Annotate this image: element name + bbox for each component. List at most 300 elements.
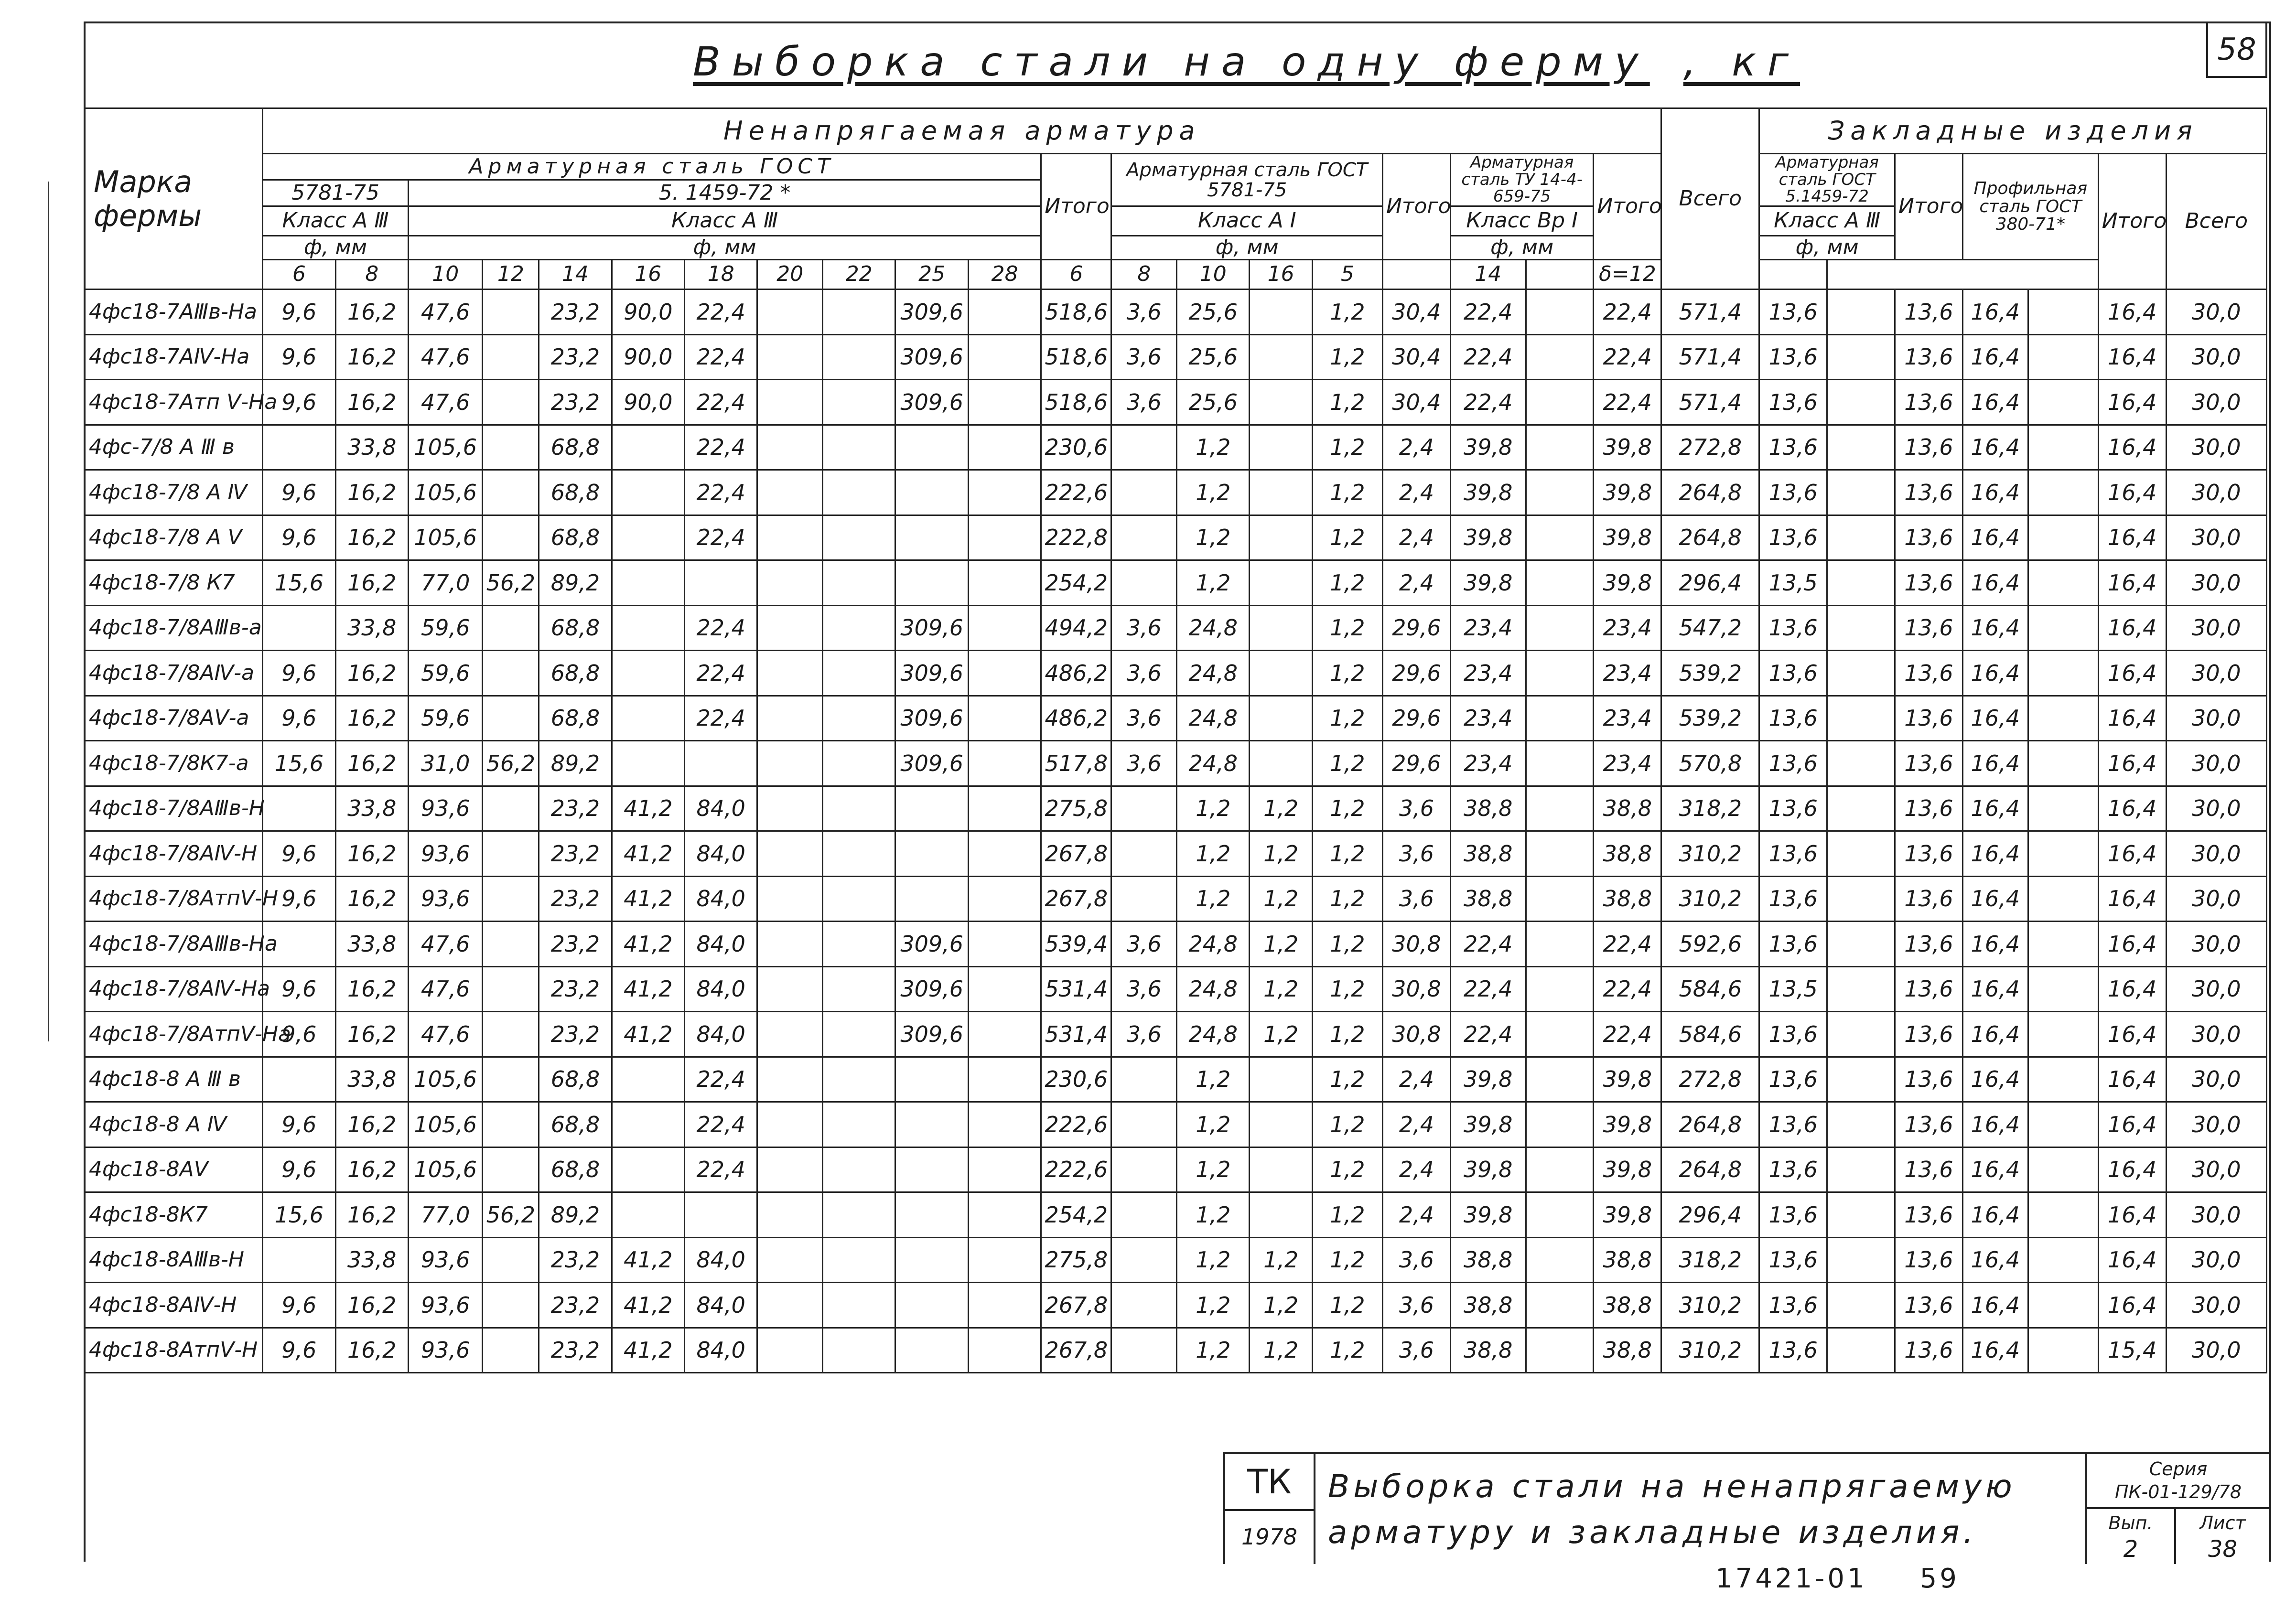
- value-cell: 30,8: [1382, 922, 1450, 967]
- value-cell: 230,6: [1041, 425, 1111, 470]
- truss-mark: 4фс18-8 А Ⅲ в: [85, 1057, 263, 1102]
- value-cell: 13,6: [1895, 876, 1963, 922]
- gost-a3-header: Арматурная сталь ГОСТ: [263, 154, 1041, 180]
- value-cell: 13,6: [1895, 966, 1963, 1012]
- value-cell: [2028, 922, 2098, 967]
- value-cell: [757, 1192, 823, 1238]
- value-cell: 9,6: [263, 1012, 335, 1057]
- table-row: [85, 1012, 2267, 1057]
- diameter-bp1-empty: [1382, 260, 1450, 289]
- value-cell: 30,0: [2166, 1328, 2266, 1373]
- value-cell: 3,6: [1111, 605, 1177, 651]
- gost-5-1459-header: 5. 1459-72 *: [408, 180, 1041, 206]
- value-cell: 3,6: [1382, 1237, 1450, 1283]
- value-cell: 1,2: [1312, 1237, 1382, 1283]
- value-cell: [968, 1192, 1041, 1238]
- value-cell: 1,2: [1177, 1102, 1250, 1147]
- value-cell: 9,6: [263, 1102, 335, 1147]
- value-cell: [1827, 741, 1895, 786]
- value-cell: 22,4: [1594, 289, 1661, 335]
- value-cell: [1111, 1237, 1177, 1283]
- value-cell: 531,4: [1041, 1012, 1111, 1057]
- value-cell: 30,0: [2166, 1192, 2266, 1238]
- value-cell: 13,6: [1895, 831, 1963, 877]
- value-cell: 39,8: [1450, 470, 1526, 515]
- value-cell: 486,2: [1041, 696, 1111, 741]
- value-cell: 2,4: [1382, 1102, 1450, 1147]
- value-cell: [1526, 876, 1594, 922]
- value-cell: 16,4: [2098, 470, 2166, 515]
- value-cell: 23,2: [539, 1012, 612, 1057]
- value-cell: 1,2: [1312, 741, 1382, 786]
- value-cell: 547,2: [1661, 605, 1759, 651]
- value-cell: 16,4: [2098, 1012, 2166, 1057]
- value-cell: 1,2: [1312, 876, 1382, 922]
- profile-header: Профильная сталь ГОСТ 380-71*: [1962, 154, 2098, 260]
- truss-mark: 4фс18-7АⅣ-На: [85, 334, 263, 380]
- value-cell: [823, 1192, 895, 1238]
- value-cell: [612, 605, 684, 651]
- value-cell: 38,8: [1594, 1237, 1661, 1283]
- value-cell: 39,8: [1594, 1192, 1661, 1238]
- value-cell: [612, 1057, 684, 1102]
- value-cell: 24,8: [1177, 651, 1250, 696]
- value-cell: [1827, 651, 1895, 696]
- value-cell: 23,4: [1594, 741, 1661, 786]
- value-cell: [483, 605, 539, 651]
- value-cell: [483, 922, 539, 967]
- value-cell: 309,6: [895, 741, 968, 786]
- value-cell: [757, 1328, 823, 1373]
- value-cell: 16,4: [2098, 696, 2166, 741]
- value-cell: [895, 515, 968, 560]
- tu-header: Арматурная сталь ТУ 14-4-659-75: [1450, 154, 1594, 206]
- value-cell: [483, 786, 539, 831]
- value-cell: 30,0: [2166, 515, 2266, 560]
- value-cell: 13,6: [1759, 922, 1827, 967]
- value-cell: 1,2: [1250, 876, 1312, 922]
- diameter-14: 14: [539, 260, 612, 289]
- value-cell: [1827, 876, 1895, 922]
- value-cell: 13,6: [1895, 1192, 1963, 1238]
- value-cell: 89,2: [539, 741, 612, 786]
- value-cell: [823, 1237, 895, 1283]
- value-cell: 84,0: [685, 922, 757, 967]
- vsego-header: Всего: [1661, 108, 1759, 289]
- value-cell: 30,0: [2166, 696, 2266, 741]
- value-cell: 16,4: [2098, 334, 2166, 380]
- value-cell: [1250, 425, 1312, 470]
- value-cell: [2028, 651, 2098, 696]
- value-cell: [895, 876, 968, 922]
- value-cell: [1111, 1147, 1177, 1192]
- series-cell: [2085, 1454, 2269, 1509]
- value-cell: [757, 1102, 823, 1147]
- value-cell: 30,4: [1382, 380, 1450, 425]
- value-cell: 254,2: [1041, 560, 1111, 606]
- value-cell: 30,0: [2166, 651, 2266, 696]
- value-cell: 16,4: [1962, 922, 2028, 967]
- value-cell: 30,0: [2166, 741, 2266, 786]
- value-cell: 68,8: [539, 1057, 612, 1102]
- value-cell: [1111, 876, 1177, 922]
- value-cell: 3,6: [1111, 696, 1177, 741]
- vsego-header-2: Всего: [2166, 154, 2266, 289]
- value-cell: 222,6: [1041, 1102, 1111, 1147]
- value-cell: [1827, 696, 1895, 741]
- value-cell: [483, 470, 539, 515]
- value-cell: [1111, 786, 1177, 831]
- value-cell: 84,0: [685, 831, 757, 877]
- value-cell: [2028, 560, 2098, 606]
- value-cell: [1827, 470, 1895, 515]
- value-cell: 30,0: [2166, 966, 2266, 1012]
- value-cell: 13,6: [1895, 1283, 1963, 1328]
- value-cell: 9,6: [263, 289, 335, 335]
- value-cell: [1250, 515, 1312, 560]
- value-cell: [1526, 831, 1594, 877]
- phi-header-2: ф, мм: [408, 236, 1041, 260]
- value-cell: 30,0: [2166, 1147, 2266, 1192]
- value-cell: [263, 1237, 335, 1283]
- value-cell: 22,4: [1450, 966, 1526, 1012]
- footer: [1715, 1563, 2012, 1594]
- value-cell: 222,6: [1041, 470, 1111, 515]
- value-cell: 68,8: [539, 1147, 612, 1192]
- value-cell: 310,2: [1661, 876, 1759, 922]
- value-cell: 23,4: [1594, 605, 1661, 651]
- value-cell: 30,0: [2166, 786, 2266, 831]
- value-cell: 93,6: [408, 1283, 483, 1328]
- value-cell: 1,2: [1250, 831, 1312, 877]
- value-cell: 3,6: [1111, 1012, 1177, 1057]
- value-cell: [823, 334, 895, 380]
- value-cell: 16,2: [335, 560, 408, 606]
- value-cell: [1827, 380, 1895, 425]
- value-cell: [612, 741, 684, 786]
- value-cell: 309,6: [895, 334, 968, 380]
- emb-steel-header: Арматурная сталь ГОСТ 5.1459-72: [1759, 154, 1895, 206]
- value-cell: [757, 515, 823, 560]
- value-cell: [1250, 605, 1312, 651]
- value-cell: 3,6: [1382, 786, 1450, 831]
- value-cell: 13,6: [1895, 1147, 1963, 1192]
- value-cell: 296,4: [1661, 560, 1759, 606]
- value-cell: [895, 1057, 968, 1102]
- value-cell: 16,2: [335, 1102, 408, 1147]
- value-cell: 318,2: [1661, 786, 1759, 831]
- value-cell: [1526, 741, 1594, 786]
- value-cell: 30,0: [2166, 425, 2266, 470]
- table-body: [85, 289, 2267, 1373]
- value-cell: 1,2: [1250, 1328, 1312, 1373]
- value-cell: 33,8: [335, 605, 408, 651]
- diameter-a1-8: 8: [1111, 260, 1177, 289]
- value-cell: 38,8: [1450, 1328, 1526, 1373]
- value-cell: 16,2: [335, 831, 408, 877]
- value-cell: 9,6: [263, 1328, 335, 1373]
- value-cell: [612, 696, 684, 741]
- diameter-25: 25: [895, 260, 968, 289]
- value-cell: 29,6: [1382, 651, 1450, 696]
- value-cell: 9,6: [263, 380, 335, 425]
- diameter-a1-10: 10: [1177, 260, 1250, 289]
- value-cell: 16,4: [2098, 605, 2166, 651]
- value-cell: [757, 651, 823, 696]
- value-cell: 13,6: [1759, 470, 1827, 515]
- value-cell: [757, 1147, 823, 1192]
- value-cell: 1,2: [1312, 651, 1382, 696]
- value-cell: 23,2: [539, 380, 612, 425]
- value-cell: [685, 560, 757, 606]
- value-cell: [823, 1328, 895, 1373]
- value-cell: 16,4: [1962, 1057, 2028, 1102]
- delta-empty: [1759, 260, 1827, 289]
- value-cell: 23,4: [1594, 651, 1661, 696]
- value-cell: [1526, 651, 1594, 696]
- value-cell: 264,8: [1661, 515, 1759, 560]
- value-cell: 30,0: [2166, 922, 2266, 967]
- value-cell: 47,6: [408, 380, 483, 425]
- value-cell: 13,6: [1759, 1102, 1827, 1147]
- value-cell: [2028, 334, 2098, 380]
- value-cell: 16,4: [1962, 334, 2028, 380]
- value-cell: 33,8: [335, 425, 408, 470]
- table-row: [85, 696, 2267, 741]
- value-cell: [757, 380, 823, 425]
- value-cell: [2028, 831, 2098, 877]
- value-cell: 41,2: [612, 1283, 684, 1328]
- value-cell: 13,6: [1895, 1102, 1963, 1147]
- value-cell: 15,6: [263, 560, 335, 606]
- value-cell: [895, 1147, 968, 1192]
- value-cell: 24,8: [1177, 922, 1250, 967]
- value-cell: [823, 922, 895, 967]
- value-cell: 22,4: [685, 380, 757, 425]
- value-cell: 1,2: [1312, 560, 1382, 606]
- value-cell: 47,6: [408, 1012, 483, 1057]
- value-cell: [823, 515, 895, 560]
- value-cell: [1111, 515, 1177, 560]
- value-cell: [895, 470, 968, 515]
- value-cell: [823, 786, 895, 831]
- value-cell: 39,8: [1450, 1057, 1526, 1102]
- value-cell: 13,6: [1759, 831, 1827, 877]
- value-cell: 39,8: [1594, 1102, 1661, 1147]
- value-cell: 16,4: [1962, 1147, 2028, 1192]
- value-cell: 16,4: [1962, 560, 2028, 606]
- value-cell: 1,2: [1312, 605, 1382, 651]
- value-cell: [612, 560, 684, 606]
- value-cell: 22,4: [685, 1102, 757, 1147]
- value-cell: 38,8: [1450, 831, 1526, 877]
- value-cell: 3,6: [1111, 289, 1177, 335]
- diameter-8: 8: [335, 260, 408, 289]
- value-cell: 38,8: [1594, 831, 1661, 877]
- value-cell: 16,4: [1962, 515, 2028, 560]
- diameter-18: 18: [685, 260, 757, 289]
- tk-cell: ТК: [1225, 1454, 1315, 1511]
- value-cell: 22,4: [1450, 380, 1526, 425]
- value-cell: [823, 741, 895, 786]
- value-cell: [1526, 334, 1594, 380]
- value-cell: 9,6: [263, 515, 335, 560]
- sheet-cell: [2176, 1509, 2269, 1564]
- value-cell: [483, 380, 539, 425]
- value-cell: 16,4: [1962, 1192, 2028, 1238]
- value-cell: 13,6: [1759, 334, 1827, 380]
- value-cell: [968, 289, 1041, 335]
- value-cell: 16,4: [2098, 560, 2166, 606]
- value-cell: [895, 786, 968, 831]
- value-cell: [483, 1283, 539, 1328]
- value-cell: 39,8: [1594, 470, 1661, 515]
- value-cell: [1111, 1057, 1177, 1102]
- value-cell: 486,2: [1041, 651, 1111, 696]
- value-cell: 13,6: [1895, 1237, 1963, 1283]
- value-cell: [483, 334, 539, 380]
- value-cell: 571,4: [1661, 380, 1759, 425]
- value-cell: 23,4: [1450, 651, 1526, 696]
- value-cell: 571,4: [1661, 334, 1759, 380]
- value-cell: [1526, 1102, 1594, 1147]
- value-cell: 22,4: [1450, 334, 1526, 380]
- value-cell: 16,4: [2098, 786, 2166, 831]
- value-cell: 16,4: [1962, 1102, 2028, 1147]
- value-cell: 9,6: [263, 966, 335, 1012]
- value-cell: 30,0: [2166, 1102, 2266, 1147]
- value-cell: [823, 1147, 895, 1192]
- value-cell: [1827, 289, 1895, 335]
- value-cell: [263, 1057, 335, 1102]
- value-cell: 1,2: [1177, 1328, 1250, 1373]
- value-cell: [968, 1237, 1041, 1283]
- value-cell: 272,8: [1661, 425, 1759, 470]
- truss-mark: 4фс18-8 А Ⅳ: [85, 1102, 263, 1147]
- value-cell: [483, 966, 539, 1012]
- value-cell: 38,8: [1450, 1237, 1526, 1283]
- truss-mark: 4фс18-7/8АⅣ-Н: [85, 831, 263, 877]
- value-cell: [1526, 425, 1594, 470]
- table-row: [85, 470, 2267, 515]
- phi-header-3: ф, мм: [1111, 236, 1383, 260]
- value-cell: [1827, 1237, 1895, 1283]
- value-cell: [895, 1102, 968, 1147]
- value-cell: [757, 966, 823, 1012]
- value-cell: 309,6: [895, 380, 968, 425]
- value-cell: 30,4: [1382, 289, 1450, 335]
- table-row: [85, 922, 2267, 967]
- value-cell: 13,5: [1759, 560, 1827, 606]
- value-cell: 68,8: [539, 605, 612, 651]
- value-cell: 16,4: [2098, 1102, 2166, 1147]
- value-cell: [757, 876, 823, 922]
- value-cell: 1,2: [1312, 1102, 1382, 1147]
- value-cell: [1827, 515, 1895, 560]
- value-cell: 1,2: [1177, 1192, 1250, 1238]
- value-cell: 30,0: [2166, 380, 2266, 425]
- diameter-20: 20: [757, 260, 823, 289]
- value-cell: 16,4: [2098, 966, 2166, 1012]
- value-cell: 84,0: [685, 786, 757, 831]
- value-cell: [1526, 560, 1594, 606]
- value-cell: [823, 380, 895, 425]
- value-cell: 13,6: [1759, 1147, 1827, 1192]
- value-cell: 84,0: [685, 966, 757, 1012]
- value-cell: 68,8: [539, 1102, 612, 1147]
- series-value: ПК-01-129/78: [2114, 1481, 2242, 1502]
- value-cell: [1526, 1237, 1594, 1283]
- value-cell: 13,6: [1759, 289, 1827, 335]
- value-cell: 23,4: [1450, 741, 1526, 786]
- value-cell: 25,6: [1177, 380, 1250, 425]
- truss-mark: 4фс18-7/8АⅣ-а: [85, 651, 263, 696]
- value-cell: 1,2: [1312, 289, 1382, 335]
- value-cell: 38,8: [1594, 876, 1661, 922]
- value-cell: [1250, 696, 1312, 741]
- value-cell: 84,0: [685, 1328, 757, 1373]
- value-cell: 13,6: [1759, 741, 1827, 786]
- value-cell: 3,6: [1111, 922, 1177, 967]
- value-cell: [895, 831, 968, 877]
- value-cell: 16,4: [2098, 741, 2166, 786]
- title-text: Выборка стали на одну ферму: [693, 38, 1650, 85]
- class-a3-header-1: Класс А Ⅲ: [263, 206, 409, 236]
- value-cell: 30,0: [2166, 876, 2266, 922]
- truss-mark: 4фс18-7Атп Ⅴ-На: [85, 380, 263, 425]
- value-cell: 41,2: [612, 1237, 684, 1283]
- value-cell: 3,6: [1111, 334, 1177, 380]
- value-cell: 16,4: [1962, 741, 2028, 786]
- value-cell: 68,8: [539, 651, 612, 696]
- value-cell: [895, 1283, 968, 1328]
- value-cell: [612, 1147, 684, 1192]
- value-cell: [2028, 1328, 2098, 1373]
- value-cell: [1827, 1192, 1895, 1238]
- value-cell: [2028, 380, 2098, 425]
- value-cell: 9,6: [263, 470, 335, 515]
- value-cell: 16,2: [335, 334, 408, 380]
- value-cell: 531,4: [1041, 966, 1111, 1012]
- value-cell: [968, 515, 1041, 560]
- value-cell: [483, 696, 539, 741]
- value-cell: [1827, 1102, 1895, 1147]
- value-cell: 9,6: [263, 876, 335, 922]
- value-cell: 16,2: [335, 289, 408, 335]
- value-cell: 23,2: [539, 334, 612, 380]
- value-cell: [685, 1192, 757, 1238]
- value-cell: [968, 380, 1041, 425]
- value-cell: [757, 425, 823, 470]
- mark-header: Марка фермы: [85, 108, 263, 289]
- value-cell: [1250, 1147, 1312, 1192]
- value-cell: 23,2: [539, 831, 612, 877]
- table-row: [85, 515, 2267, 560]
- sheet-label: Лист: [2199, 1512, 2246, 1533]
- value-cell: 47,6: [408, 289, 483, 335]
- value-cell: 38,8: [1594, 1328, 1661, 1373]
- value-cell: 9,6: [263, 831, 335, 877]
- value-cell: [2028, 696, 2098, 741]
- issue-label: Вып.: [2108, 1512, 2153, 1533]
- itogo-header-3: Итого: [1594, 154, 1661, 260]
- value-cell: [823, 876, 895, 922]
- value-cell: [968, 1057, 1041, 1102]
- side-margin-line: [48, 182, 49, 1041]
- steel-table: [84, 107, 2267, 1373]
- value-cell: 2,4: [1382, 1192, 1450, 1238]
- value-cell: 22,4: [685, 1147, 757, 1192]
